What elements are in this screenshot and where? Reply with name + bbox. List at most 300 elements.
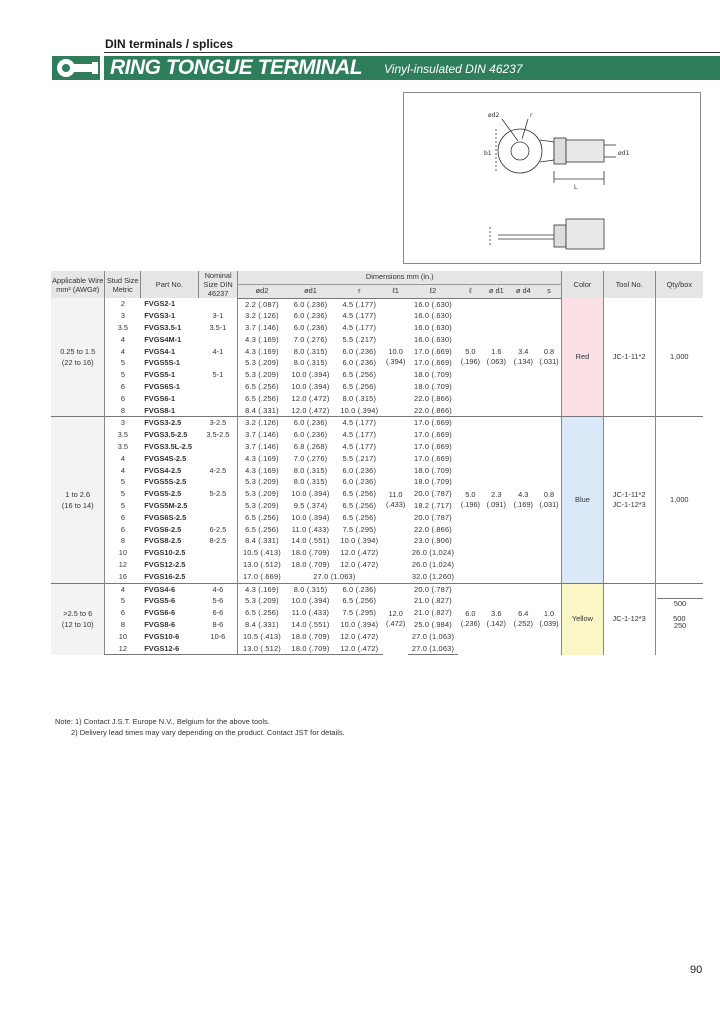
stud-cell: 10 <box>105 547 140 559</box>
l1-cell <box>383 583 408 655</box>
d2-cell: 4.3 (.169) <box>238 346 286 358</box>
stud-cell: 8 <box>105 405 140 417</box>
group-red <box>51 298 703 417</box>
dd4-cell <box>510 417 537 583</box>
part-cell: FVGS6-6 <box>144 608 176 618</box>
part-cell: FVGS4-2.5 <box>144 465 182 475</box>
dd1-inch: (.142) <box>486 619 506 629</box>
b-cell: 7.0 (.276) <box>293 453 328 463</box>
th-nominal: Nominal Size DIN 46237 <box>198 271 237 298</box>
part-cell: FVGS2-1 <box>144 299 176 309</box>
l-inch: (.236) <box>460 619 481 629</box>
d2-cell: 3.7 (.146) <box>238 441 286 453</box>
l2-cell: 18.0 (.709) <box>414 477 452 487</box>
d2-cell: 5.3 (.209) <box>238 369 286 381</box>
dd4-inch: (.169) <box>513 500 533 510</box>
b-cell: 8.0 (.315) <box>286 583 336 595</box>
dd1-cell <box>483 417 510 583</box>
d2-cell: 3.2 (.126) <box>238 417 286 429</box>
nominal-cell <box>198 393 237 405</box>
note-1: Note: 1) Contact J.S.T. Europe N.V., Belgium for the above tools. <box>55 717 270 726</box>
qty-500-label: 500 <box>657 598 703 608</box>
th-part: Part No. <box>140 271 198 298</box>
r-cell: 6.0 (.236) <box>335 583 383 595</box>
nominal-cell <box>198 547 237 559</box>
d2-cell: 8.4 (.331) <box>238 535 286 547</box>
s-cell <box>537 583 562 655</box>
tool-cell: JC-1-11*2 <box>603 298 655 417</box>
wire-cell <box>51 583 105 655</box>
nominal-cell: 5-6 <box>212 596 224 606</box>
l2-cell: 18.2 (.717) <box>414 501 452 511</box>
r-cell: 6.5 (.256) <box>342 512 377 522</box>
l2-cell: 17.0 (.669) <box>408 417 458 429</box>
b-cell: 10.0 (.394) <box>291 512 330 522</box>
group-blue <box>51 417 703 583</box>
part-cell: FVGS4S-2.5 <box>144 453 187 463</box>
r-cell: 4.5 (.177) <box>335 417 383 429</box>
l1-inch: (.433) <box>385 500 406 510</box>
r-cell: 6.5 (.256) <box>342 382 377 392</box>
stud-cell: 4 <box>105 583 140 595</box>
d2-cell: 17.0 (.669) <box>238 571 286 583</box>
qty-cell: 1,000 <box>655 298 703 417</box>
stud-cell: 10 <box>105 631 140 643</box>
nominal-cell: 3-2.5 <box>198 417 237 429</box>
r-cell: 4.5 (.177) <box>342 442 377 452</box>
th-tool: Tool No. <box>603 271 655 298</box>
l1-inch: (.394) <box>385 357 406 367</box>
part-cell: FVGS6-1 <box>144 393 176 403</box>
d2-cell: 8.4 (.331) <box>238 405 286 417</box>
spec-table <box>51 271 703 655</box>
r-cell: 12.0 (.472) <box>340 560 379 570</box>
l2-cell: 16.0 (.630) <box>414 323 452 333</box>
nominal-cell: 3-1 <box>212 311 224 321</box>
th-dd4: ø d4 <box>510 284 537 298</box>
dd1-value: 1.6 <box>491 347 502 357</box>
d2-cell: 6.5 (.256) <box>238 512 286 524</box>
stud-cell: 4 <box>105 334 140 346</box>
l2-cell: 17.0 (.669) <box>414 358 452 368</box>
r-cell: 8.0 (.315) <box>342 393 377 403</box>
stud-cell: 6 <box>105 607 140 619</box>
b-cell: 11.0 (.433) <box>291 524 330 534</box>
nominal-cell: 4-2.5 <box>209 465 227 475</box>
part-cell: FVGS3-2.5 <box>140 417 198 429</box>
b-cell: 10.0 (.394) <box>291 596 330 606</box>
th-r: r <box>335 284 383 298</box>
wire-cell <box>51 417 105 583</box>
d2-cell: 5.3 (.209) <box>238 357 286 369</box>
dd1-value: 3.6 <box>491 609 502 619</box>
b-cell: 8.0 (.315) <box>293 358 328 368</box>
dd4-inch: (.252) <box>513 619 533 629</box>
l1-value: 12.0 <box>388 609 403 619</box>
stud-cell: 3.5 <box>105 322 140 334</box>
part-cell: FVGS16-2.5 <box>144 571 186 581</box>
l1-cell <box>383 298 408 417</box>
s-inch: (.031) <box>539 357 559 367</box>
th-s: s <box>537 284 562 298</box>
stud-cell: 6 <box>105 512 140 524</box>
d2-cell: 5.3 (.209) <box>238 488 286 500</box>
color-cell: Yellow <box>562 583 604 655</box>
page-number: 90 <box>690 964 703 976</box>
part-cell: FVGS4M-1 <box>144 334 182 344</box>
part-cell: FVGS3-1 <box>144 311 176 321</box>
tool-cell: JC-1-12*3 <box>603 583 655 655</box>
l2-cell: 26.0 (1.024) <box>411 548 455 558</box>
stud-cell: 4 <box>105 465 140 477</box>
part-cell: FVGS10-2.5 <box>144 548 186 558</box>
d2-cell: 6.5 (.256) <box>238 524 286 536</box>
dd1-value: 2.3 <box>491 490 502 500</box>
l2-cell: 21.0 (.827) <box>414 608 452 618</box>
b-cell: 6.0 (.236) <box>293 311 328 321</box>
stud-cell: 5 <box>105 500 140 512</box>
s-value: 1.0 <box>543 609 555 619</box>
l2-cell: 17.0 (.669) <box>414 430 452 440</box>
th-wire: Applicable Wire mm² (AWG#) <box>51 271 105 298</box>
s-cell <box>537 417 562 583</box>
nominal-cell <box>198 298 237 310</box>
wire-awg: (16 to 14) <box>61 501 94 511</box>
stud-cell: 8 <box>105 619 140 631</box>
l1-value: 10.0 <box>388 347 403 357</box>
label-d1: ød1 <box>618 150 630 157</box>
l2-cell: 32.0 (1.260) <box>411 571 455 581</box>
th-stud: Stud Size Metric <box>105 271 140 298</box>
nominal-cell: 5-2.5 <box>209 489 227 499</box>
part-cell: FVGS10-6 <box>144 631 180 641</box>
l2-cell: 25.0 (.984) <box>414 620 452 630</box>
l2-cell: 27.0 (1.063) <box>411 631 455 641</box>
nominal-cell: 6-6 <box>212 608 224 618</box>
table-row <box>51 298 703 310</box>
color-cell: Blue <box>562 417 604 583</box>
stud-cell: 16 <box>105 571 140 583</box>
part-cell: FVGS8-2.5 <box>144 536 182 546</box>
l2-cell: 16.0 (.630) <box>414 334 452 344</box>
l1-cell <box>383 417 408 583</box>
r-cell: 6.5 (.256) <box>342 501 377 511</box>
d2-cell: 10.5 (.413) <box>238 547 286 559</box>
b-cell: 8.0 (.315) <box>293 346 328 356</box>
b-cell: 27.0 (1.063) <box>313 571 356 581</box>
note-2: 2) Delivery lead times may vary depending on the product. Contact JST for details. <box>71 728 345 737</box>
d2-cell: 4.3 (.169) <box>238 583 286 595</box>
l-cell <box>458 417 483 583</box>
nominal-cell <box>198 512 237 524</box>
b-cell: 6.0 (.236) <box>286 417 336 429</box>
b-cell: 10.0 (.394) <box>291 489 330 499</box>
l1-value: 11.0 <box>388 490 403 500</box>
d2-cell: 8.4 (.331) <box>238 619 286 631</box>
dd1-inch: (.091) <box>486 500 506 510</box>
stud-cell: 6 <box>105 524 140 536</box>
th-color: Color <box>562 271 604 298</box>
part-cell: FVGS3.5-1 <box>144 323 182 333</box>
part-cell: FVGS5-1 <box>144 370 176 380</box>
nominal-cell: 6-2.5 <box>209 524 227 534</box>
r-cell: 5.5 (.217) <box>342 334 377 344</box>
stud-cell: 3.5 <box>105 441 140 453</box>
wire-range: >2.5 to 6 <box>63 609 93 619</box>
r-cell: 4.5 (.177) <box>342 323 377 333</box>
r-cell: 6.0 (.236) <box>342 477 377 487</box>
dd4-cell <box>510 583 537 655</box>
l2-cell: 23.0 (.906) <box>414 536 452 546</box>
dd4-value: 6.4 <box>518 609 529 619</box>
part-cell: FVGS8-1 <box>144 405 176 415</box>
b-cell: 8.0 (.315) <box>293 477 328 487</box>
part-cell: FVGS5S-1 <box>144 358 181 368</box>
stud-cell: 5 <box>105 476 140 488</box>
r-cell: 10.0 (.394) <box>340 405 379 415</box>
nominal-cell: 3.5-2.5 <box>206 430 230 440</box>
th-b: ød1 <box>286 284 336 298</box>
page-title: RING TONGUE TERMINAL <box>110 56 363 79</box>
l2-cell: 17.0 (.669) <box>414 453 452 463</box>
stud-cell: 3.5 <box>105 429 140 441</box>
l2-cell: 18.0 (.709) <box>414 370 452 380</box>
r-cell: 12.0 (.472) <box>340 631 379 641</box>
color-cell: Red <box>562 298 604 417</box>
stud-cell: 6 <box>105 381 140 393</box>
l-value: 6.0 <box>465 609 476 619</box>
dd1-cell <box>483 298 510 417</box>
ring-terminal-logo-icon <box>48 52 104 84</box>
r-cell: 10.0 (.394) <box>340 536 379 546</box>
nominal-cell <box>198 571 237 583</box>
dd4-inch: (.134) <box>513 357 533 367</box>
d2-cell: 4.3 (.169) <box>238 465 286 477</box>
tool-value: JC-1-11*2 <box>612 490 646 500</box>
tool-value-2: JC-1-12*3 <box>612 500 646 510</box>
b-cell: 11.0 (.433) <box>291 608 330 618</box>
r-cell: 6.0 (.236) <box>342 465 377 475</box>
d2-cell: 6.5 (.256) <box>238 381 286 393</box>
th-l: ℓ <box>458 284 483 298</box>
b-cell: 6.0 (.236) <box>293 430 328 440</box>
l2-cell: 18.0 (.709) <box>414 465 452 475</box>
r-cell: 6.5 (.256) <box>342 596 377 606</box>
l-cell <box>458 298 483 417</box>
part-cell: FVGS12-2.5 <box>144 560 186 570</box>
dd1-inch: (.063) <box>486 357 506 367</box>
d2-cell: 6.5 (.256) <box>238 393 286 405</box>
page-subtitle: Vinyl-insulated DIN 46237 <box>384 62 523 76</box>
l2-cell: 17.0 (.669) <box>414 346 452 356</box>
d2-cell: 13.0 (.512) <box>238 643 286 655</box>
d2-cell: 4.3 (.169) <box>238 334 286 346</box>
dd4-value: 3.4 <box>518 347 529 357</box>
wire-awg: (22 to 16) <box>61 358 94 368</box>
l2-cell: 16.0 (.630) <box>414 311 452 321</box>
r-cell: 10.0 (.394) <box>340 620 379 630</box>
wire-awg: (12 to 10) <box>61 620 94 630</box>
nominal-cell: 8-2.5 <box>209 536 227 546</box>
r-cell: 4.5 (.177) <box>342 430 377 440</box>
l2-cell: 20.0 (.787) <box>414 489 452 499</box>
nominal-cell: 5-1 <box>212 370 224 380</box>
l-cell <box>458 583 483 655</box>
qty-250-label: 250 <box>673 621 687 630</box>
nominal-cell <box>198 334 237 346</box>
l2-cell: 20.0 (.787) <box>414 512 452 522</box>
terminal-drawing-icon <box>404 93 700 263</box>
l2-cell: 26.0 (1.024) <box>411 560 455 570</box>
th-l2: ℓ2 <box>408 284 458 298</box>
s-inch: (.031) <box>539 500 559 510</box>
th-dimensions: Dimensions mm (in.) <box>238 271 562 284</box>
b-cell: 18.0 (.709) <box>291 548 330 558</box>
stud-cell: 5 <box>105 488 140 500</box>
b-cell: 9.5 (.374) <box>293 501 328 511</box>
l2-cell: 22.0 (.866) <box>414 524 452 534</box>
nominal-cell <box>198 357 237 369</box>
part-cell: FVGS5M-2.5 <box>144 501 188 511</box>
b-cell: 12.0 (.472) <box>291 405 330 415</box>
stud-cell: 12 <box>105 559 140 571</box>
nominal-cell <box>198 559 237 571</box>
stud-cell: 5 <box>105 595 140 607</box>
dd1-cell <box>483 583 510 655</box>
part-cell: FVGS3.5L-2.5 <box>144 442 192 452</box>
l2-cell: 22.0 (.866) <box>414 393 452 403</box>
stud-cell: 6 <box>105 393 140 405</box>
d2-cell: 13.0 (.512) <box>238 559 286 571</box>
b-cell: 6.0 (.236) <box>293 299 328 309</box>
th-l1: ℓ1 <box>383 284 408 298</box>
d2-cell: 5.3 (.209) <box>238 595 286 607</box>
d2-cell: 3.7 (.146) <box>238 429 286 441</box>
nominal-cell: 3.5-1 <box>209 323 227 333</box>
b-cell: 6.8 (.268) <box>293 442 328 452</box>
header-rule <box>104 52 720 53</box>
nominal-cell: 4-6 <box>198 583 237 595</box>
l-value: 5.0 <box>465 347 476 357</box>
nominal-cell: 4-1 <box>212 346 224 356</box>
d2-cell: 10.5 (.413) <box>238 631 286 643</box>
s-cell <box>537 298 562 417</box>
b-cell: 10.0 (.394) <box>291 382 330 392</box>
d2-cell: 5.3 (.209) <box>238 500 286 512</box>
stud-cell: 2 <box>105 298 140 310</box>
wire-range: 1 to 2.6 <box>65 490 91 500</box>
label-b1: b1 <box>484 150 492 157</box>
label-L: L <box>574 184 578 191</box>
stud-cell: 4 <box>105 346 140 358</box>
stud-cell: 5 <box>105 369 140 381</box>
b-cell: 8.0 (.315) <box>293 465 328 475</box>
part-cell: FVGS5-6 <box>144 596 176 606</box>
d2-cell: 5.3 (.209) <box>238 476 286 488</box>
part-cell: FVGS6-2.5 <box>144 524 182 534</box>
l2-cell: 27.0 (1.063) <box>408 643 458 655</box>
r-cell: 6.0 (.236) <box>342 358 377 368</box>
part-cell: FVGS8-6 <box>144 620 176 630</box>
r-cell: 5.5 (.217) <box>342 453 377 463</box>
r-cell: 6.5 (.256) <box>342 489 377 499</box>
qty-cell: 500 <box>655 583 703 655</box>
l-inch: (.196) <box>460 500 481 510</box>
r-cell: 12.0 (.472) <box>340 548 379 558</box>
stud-cell: 3 <box>105 310 140 322</box>
l-inch: (.196) <box>460 357 481 367</box>
part-cell: FVGS4-6 <box>140 583 198 595</box>
s-inch: (.039) <box>539 619 559 629</box>
group-yellow <box>51 583 703 655</box>
d2-cell: 4.3 (.169) <box>238 453 286 465</box>
s-value: 0.8 <box>543 347 555 357</box>
part-cell: FVGS5-2.5 <box>144 489 182 499</box>
l2-cell: 20.0 (.787) <box>408 583 458 595</box>
r-cell: 4.5 (.177) <box>342 311 377 321</box>
part-cell: FVGS6S-1 <box>144 382 181 392</box>
r-cell: 7.5 (.295) <box>342 608 377 618</box>
category-label: DIN terminals / splices <box>105 37 234 51</box>
b-cell: 18.0 (.709) <box>291 631 330 641</box>
nominal-cell <box>198 405 237 417</box>
part-cell: FVGS12-6 <box>140 643 198 655</box>
table-row <box>51 417 703 429</box>
d2-cell: 3.7 (.146) <box>238 322 286 334</box>
th-d2: ød2 <box>238 284 286 298</box>
b-cell: 14.0 (.551) <box>291 620 330 630</box>
l1-inch: (.472) <box>385 619 406 629</box>
b-cell: 18.0 (.709) <box>286 643 336 655</box>
l-value: 5.0 <box>465 490 476 500</box>
stud-cell: 8 <box>105 535 140 547</box>
th-dd1: ø d1 <box>483 284 510 298</box>
r-cell: 12.0 (.472) <box>335 643 383 655</box>
stud-cell: 12 <box>105 643 140 655</box>
l2-cell: 18.0 (.709) <box>414 382 452 392</box>
terminal-diagram <box>403 92 701 264</box>
nominal-cell <box>198 453 237 465</box>
qty-cell: 1,000 <box>655 417 703 583</box>
label-r: r <box>530 112 533 119</box>
nominal-cell <box>198 381 237 393</box>
b-cell: 6.0 (.236) <box>293 323 328 333</box>
part-cell: FVGS5S-2.5 <box>144 477 187 487</box>
wire-cell <box>51 298 105 417</box>
l2-cell: 16.0 (.630) <box>414 299 452 309</box>
wire-range: 0.25 to 1.5 <box>60 347 96 357</box>
r-cell: 6.5 (.256) <box>342 370 377 380</box>
l2-cell: 21.0 (.827) <box>414 596 452 606</box>
b-cell: 14.0 (.551) <box>291 536 330 546</box>
nominal-cell <box>198 441 237 453</box>
r-cell: 4.5 (.177) <box>342 299 377 309</box>
l2-cell: 17.0 (.669) <box>414 442 452 452</box>
b-cell: 18.0 (.709) <box>291 560 330 570</box>
b-cell: 12.0 (.472) <box>291 393 330 403</box>
nominal-cell <box>198 500 237 512</box>
label-d2: ød2 <box>488 112 500 119</box>
b-cell: 10.0 (.394) <box>291 370 330 380</box>
tool-cell <box>603 417 655 583</box>
d2-cell: 6.5 (.256) <box>238 607 286 619</box>
b-cell: 7.0 (.276) <box>293 334 328 344</box>
nominal-cell: 10-6 <box>210 631 226 641</box>
part-cell: FVGS4-1 <box>144 346 176 356</box>
l2-cell: 22.0 (.866) <box>414 405 452 415</box>
th-qty: Qty/box <box>655 271 703 298</box>
dd4-cell <box>510 298 537 417</box>
